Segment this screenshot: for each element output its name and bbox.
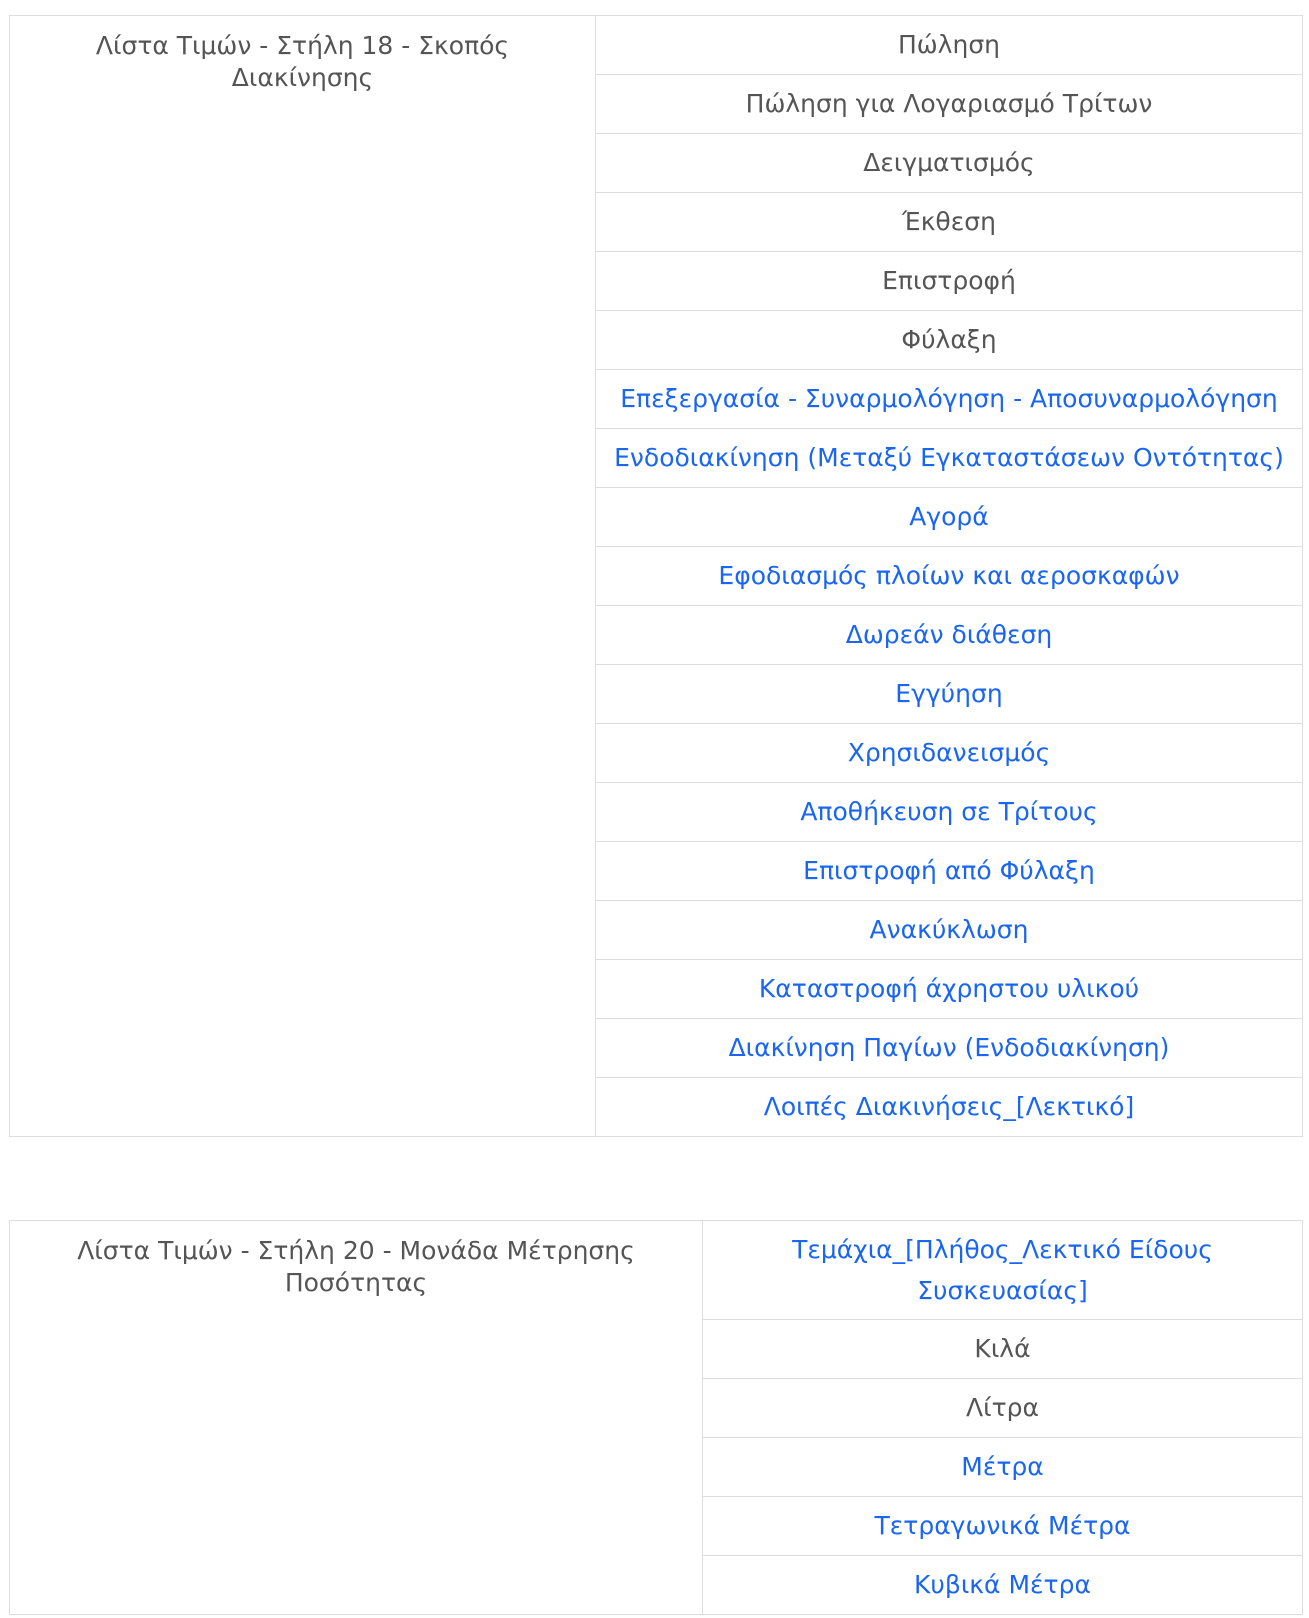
list-label: Λίστα Τιμών - Στήλη 18 - Σκοπός Διακίνησης bbox=[95, 31, 510, 92]
value-cell bbox=[703, 1320, 1303, 1379]
value-list-table-movement-purpose bbox=[9, 15, 1303, 1137]
value-cell[interactable] bbox=[596, 960, 1303, 1019]
value-cell bbox=[596, 311, 1303, 370]
value-link[interactable]: Λοιπές Διακινήσεις_[Λεκτικό] bbox=[763, 1092, 1135, 1121]
value-link[interactable]: Τεμάχια_[Πλήθος_Λεκτικό Είδους Συσκευασίας] bbox=[792, 1235, 1213, 1305]
value-link[interactable]: Ανακύκλωση bbox=[869, 915, 1029, 944]
value-link[interactable]: Εγγύηση bbox=[895, 679, 1003, 708]
value-text: Πώληση bbox=[897, 30, 1001, 59]
value-link[interactable]: Επιστροφή από Φύλαξη bbox=[803, 856, 1095, 885]
value-link[interactable]: Αγορά bbox=[909, 502, 989, 531]
value-cell[interactable] bbox=[596, 1078, 1303, 1137]
value-text: Κιλά bbox=[974, 1334, 1031, 1363]
value-cell[interactable] bbox=[596, 665, 1303, 724]
value-cell[interactable] bbox=[703, 1438, 1303, 1497]
value-cell[interactable] bbox=[596, 370, 1303, 429]
table-row bbox=[10, 1221, 1303, 1320]
value-cell bbox=[596, 75, 1303, 134]
list-label-cell bbox=[10, 16, 596, 1137]
value-text: Δειγματισμός bbox=[863, 148, 1035, 177]
value-cell bbox=[596, 252, 1303, 311]
value-cell[interactable] bbox=[596, 547, 1303, 606]
value-cell[interactable] bbox=[596, 1019, 1303, 1078]
value-link[interactable]: Χρησιδανεισμός bbox=[847, 738, 1051, 767]
value-cell[interactable] bbox=[703, 1556, 1303, 1615]
value-cell[interactable] bbox=[703, 1221, 1303, 1320]
value-cell bbox=[703, 1379, 1303, 1438]
value-list-table-unit-of-measure bbox=[9, 1220, 1303, 1615]
value-text: Επιστροφή bbox=[882, 266, 1016, 295]
value-link[interactable]: Τετραγωνικά Μέτρα bbox=[874, 1511, 1131, 1540]
value-text: Φύλαξη bbox=[901, 325, 997, 354]
value-link[interactable]: Καταστροφή άχρηστου υλικού bbox=[758, 974, 1140, 1003]
value-link[interactable]: Δωρεάν διάθεση bbox=[845, 620, 1053, 649]
value-cell[interactable] bbox=[596, 488, 1303, 547]
value-cell bbox=[596, 16, 1303, 75]
value-cell[interactable] bbox=[596, 783, 1303, 842]
value-cell bbox=[596, 193, 1303, 252]
value-cell[interactable] bbox=[703, 1497, 1303, 1556]
value-text: Έκθεση bbox=[902, 207, 996, 236]
value-link[interactable]: Εφοδιασμός πλοίων και αεροσκαφών bbox=[718, 561, 1180, 590]
value-cell[interactable] bbox=[596, 606, 1303, 665]
value-cell[interactable] bbox=[596, 901, 1303, 960]
value-cell[interactable] bbox=[596, 429, 1303, 488]
value-link[interactable]: Κυβικά Μέτρα bbox=[914, 1570, 1091, 1599]
list-label-cell bbox=[10, 1221, 703, 1615]
value-link[interactable]: Ενδοδιακίνηση (Μεταξύ Εγκαταστάσεων Οντότητας) bbox=[614, 443, 1284, 472]
value-text: Πώληση για Λογαριασμό Τρίτων bbox=[745, 89, 1153, 118]
list-label: Λίστα Τιμών - Στήλη 20 - Μονάδα Μέτρησης Ποσότητας bbox=[77, 1236, 635, 1297]
value-cell[interactable] bbox=[596, 724, 1303, 783]
value-link[interactable]: Μέτρα bbox=[961, 1452, 1044, 1481]
value-link[interactable]: Επεξεργασία - Συναρμολόγηση - Αποσυναρμολόγηση bbox=[620, 384, 1278, 413]
value-cell bbox=[596, 134, 1303, 193]
table-row bbox=[10, 16, 1303, 75]
value-link[interactable]: Διακίνηση Παγίων (Ενδοδιακίνηση) bbox=[728, 1033, 1170, 1062]
value-link[interactable]: Αποθήκευση σε Τρίτους bbox=[800, 797, 1098, 826]
value-cell[interactable] bbox=[596, 842, 1303, 901]
value-text: Λίτρα bbox=[966, 1393, 1039, 1422]
